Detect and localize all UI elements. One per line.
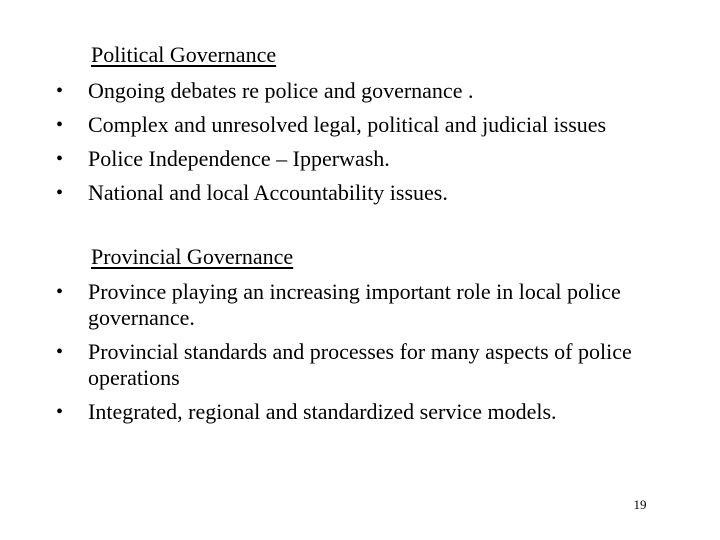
bullet-text: Provincial standards and processes for many aspects of police operations (88, 339, 632, 390)
bullet-icon: • (56, 341, 64, 363)
list-item (0, 146, 668, 172)
bullet-icon: • (56, 80, 64, 102)
bullet-text: Police Independence – Ipperwash. (88, 146, 390, 171)
bullet-icon: • (56, 114, 64, 136)
bullet-icon: • (56, 281, 64, 303)
section-heading-political-governance: Political Governance (91, 42, 277, 67)
bullet-text: Province playing an increasing important role in local police governance. (88, 279, 621, 330)
bullet-text: Integrated, regional and standardized service models. (88, 399, 557, 424)
bullet-icon: • (56, 182, 64, 204)
bullet-list-provincial (0, 279, 668, 433)
list-item (0, 180, 668, 206)
bullet-icon: • (56, 148, 64, 170)
list-item (0, 112, 668, 138)
bullet-list-political (0, 78, 668, 214)
section-heading-provincial-governance: Provincial Governance (91, 244, 294, 269)
list-item (0, 279, 668, 331)
list-item (0, 339, 668, 391)
bullet-text: Ongoing debates re police and governance . (88, 78, 474, 103)
bullet-text: National and local Accountability issues. (88, 180, 448, 205)
list-item (0, 78, 668, 104)
page-number: 19 (633, 497, 647, 512)
bullet-icon: • (56, 401, 64, 423)
list-item (0, 399, 668, 425)
bullet-text: Complex and unresolved legal, political and judicial issues (88, 112, 607, 137)
